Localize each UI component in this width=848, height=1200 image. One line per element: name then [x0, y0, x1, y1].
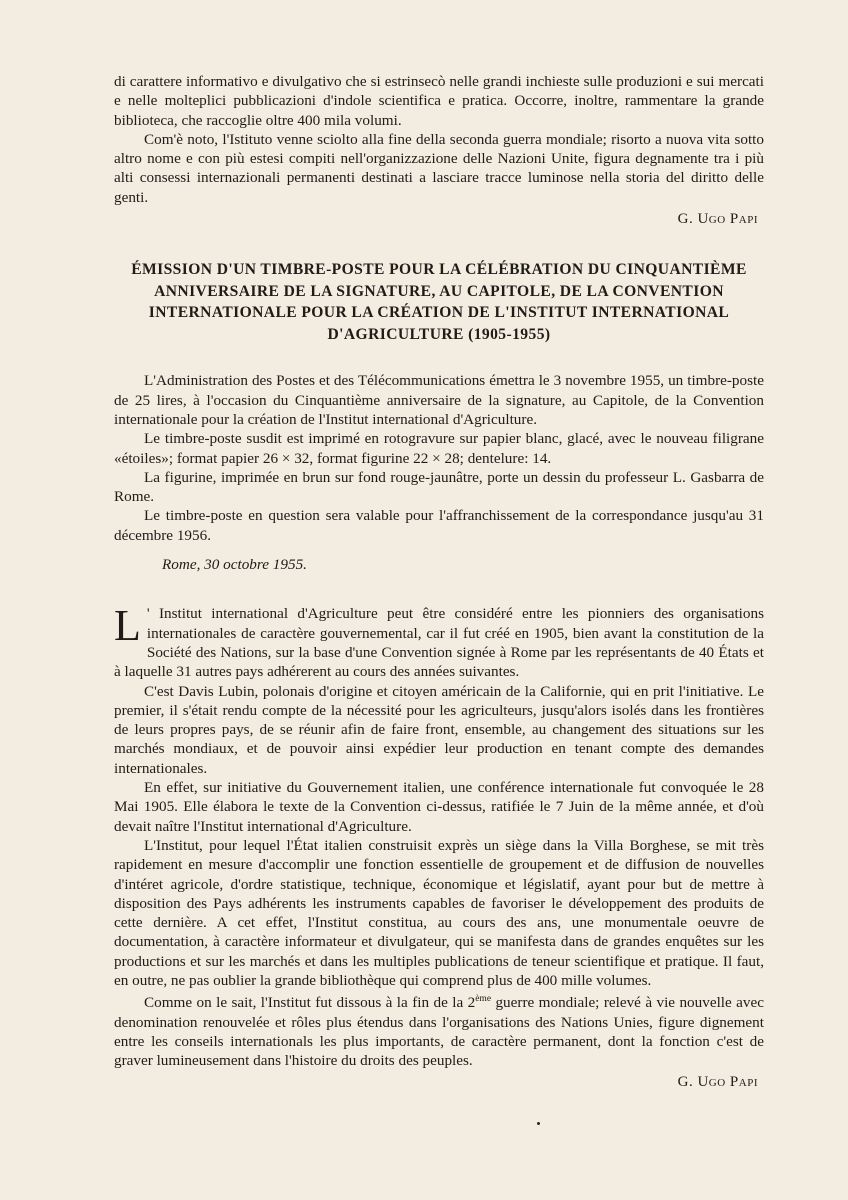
dateline: Rome, 30 octobre 1955. [162, 556, 307, 574]
stamp-paragraph-1: L'Administration des Postes et des Télécommunications émettra le 3 novembre 1955, un timbre-poste de 25 lires, à l'occasion du Cinquantième anniversaire de la signature, au Capitole, de la Convention internationale pour la création de l'Institut international d'Agriculture. [114, 372, 764, 428]
italian-section [114, 72, 764, 229]
stamp-heading [114, 259, 764, 345]
italian-paragraph-1: di carattere informativo e divulgativo che si estrinsecò nelle grandi inchieste sulle produzioni e sui mercati e nelle molteplici pubblicazioni d'indole scientifica e pratica. Occorre, inoltre, rammentare la grande biblioteca, che raccoglie oltre 400 mila volumi. [114, 73, 764, 129]
italian-signature: G. Ugo Papi [677, 211, 758, 228]
french-signature: G. Ugo Papi [677, 1074, 758, 1091]
heading-line-3: INTERNATIONALE POUR LA CRÉATION DE L'INSTITUT INTERNATIONAL [148, 304, 730, 322]
heading-line-1: ÉMISSION D'UN TIMBRE-POSTE POUR LA CÉLÉBRATION DU CINQUANTIÈME [131, 261, 747, 279]
french-paragraph-3: En effet, sur initiative du Gouvernement italien, une conférence internationale fut convoquée le 28 Mai 1905. Elle élabora le texte de la Convention ci-dessus, ratifiée le 7 Juin de la même année, et d'où devait naître l'Institut international d'Agriculture. [114, 779, 764, 835]
stamp-paragraph-2: Le timbre-poste susdit est imprimé en rotogravure sur papier blanc, glacé, avec le nouveau filigrane «étoiles»; format papier 26 × 32, format figurine 22 × 28; dentelure: 14. [114, 430, 764, 467]
french-paragraph-5 [114, 990, 764, 1070]
stamp-announcement [114, 371, 764, 574]
french-paragraph-4: L'Institut, pour lequel l'État italien construisit exprès un siège dans la Villa Borghese, se mit très rapidement en mesure d'accomplir une fonction essentielle de groupement et de diffusion de nouvelles d'intéret agricole, d'ordre statistique, technique, économique et législatif, ayant pour but de mettre à disposition des Pays adhérents les instruments capables de favoriser le développement des produits de cette dernière. A cet effet, l'Institut constitua, au cours des ans, une monumentale oeuvre de documentation, à caractère informateur et divulgateur, qui se manifesta dans de grandes enquêtes sur les productions et sur les marchés et dans les multiples publications de teneur scientifique et pratique. Il faut, en outre, ne pas oublier la grande bibliothèque qui comprend plus de 400 mille volumes. [114, 836, 764, 989]
stamp-paragraph-4: Le timbre-poste en question sera valable pour l'affranchissement de la correspondance jusqu'au 31 décembre 1956. [114, 507, 764, 544]
ink-speck [537, 1122, 540, 1125]
ordinal-superscript: ème [475, 994, 492, 1005]
french-section [114, 601, 764, 1092]
italian-paragraph-2: Com'è noto, l'Istituto venne sciolto alla fine della seconda guerra mondiale; risorto a nuova vita sotto altro nome e con più estesi compiti nell'organizzazione delle Nazioni Unite, figura degnamente tra i più alti consessi internazionali permanenti destinati a lasciare tracce luminose nella storia del diritto delle genti. [114, 130, 764, 206]
drop-cap: L [114, 601, 141, 651]
french-paragraph-5-end: guerre mondiale; relevé à vie nouvelle avec denomination renouvelée et rôles plus étendus dans l'organisations des Nations Unies, figure dignement entre les conseils internationals les plus importants, de caractère permanent, dont la fonction c'est de graver lumineusement dans l'histoire du droits des peuples. [114, 994, 764, 1070]
french-paragraph-5-start: Comme on le sait, l'Institut fut dissous à la fin de la 2 [144, 994, 476, 1012]
document-page [114, 72, 764, 1093]
heading-line-2: ANNIVERSAIRE DE LA SIGNATURE, AU CAPITOLE, DE LA CONVENTION [154, 282, 724, 300]
heading-line-4: D'AGRICULTURE (1905-1955) [327, 325, 551, 343]
french-paragraph-1-text: ' Institut international d'Agriculture peut être considéré entre les pionniers des organisations internationales de caractère gouvernemental, car il fut créé en 1905, bien avant la constitution de la Société des Nations, sur la base d'une Convention signée à Rome par les représentants de 40 États et à laquelle 31 autres pays adhérerent au cours des années suivantes. [114, 605, 764, 681]
french-paragraph-1 [114, 601, 764, 681]
french-paragraph-2: C'est Davis Lubin, polonais d'origine et citoyen américain de la Californie, qui en prit l'initiative. Le premier, il s'était rendu compte de la nécessité pour les agriculteurs, jusqu'alors isolés dans les frontières de leurs propres pays, de se réunir afin de faire front, ensemble, au changement des situations sur les marchés mondiaux, et de pouvoir ainsi expédier leur production en tenant compte des demandes internationales. [114, 682, 764, 777]
stamp-paragraph-3: La figurine, imprimée en brun sur fond rouge-jaunâtre, porte un dessin du professeur L. Gasbarra de Rome. [114, 468, 764, 506]
